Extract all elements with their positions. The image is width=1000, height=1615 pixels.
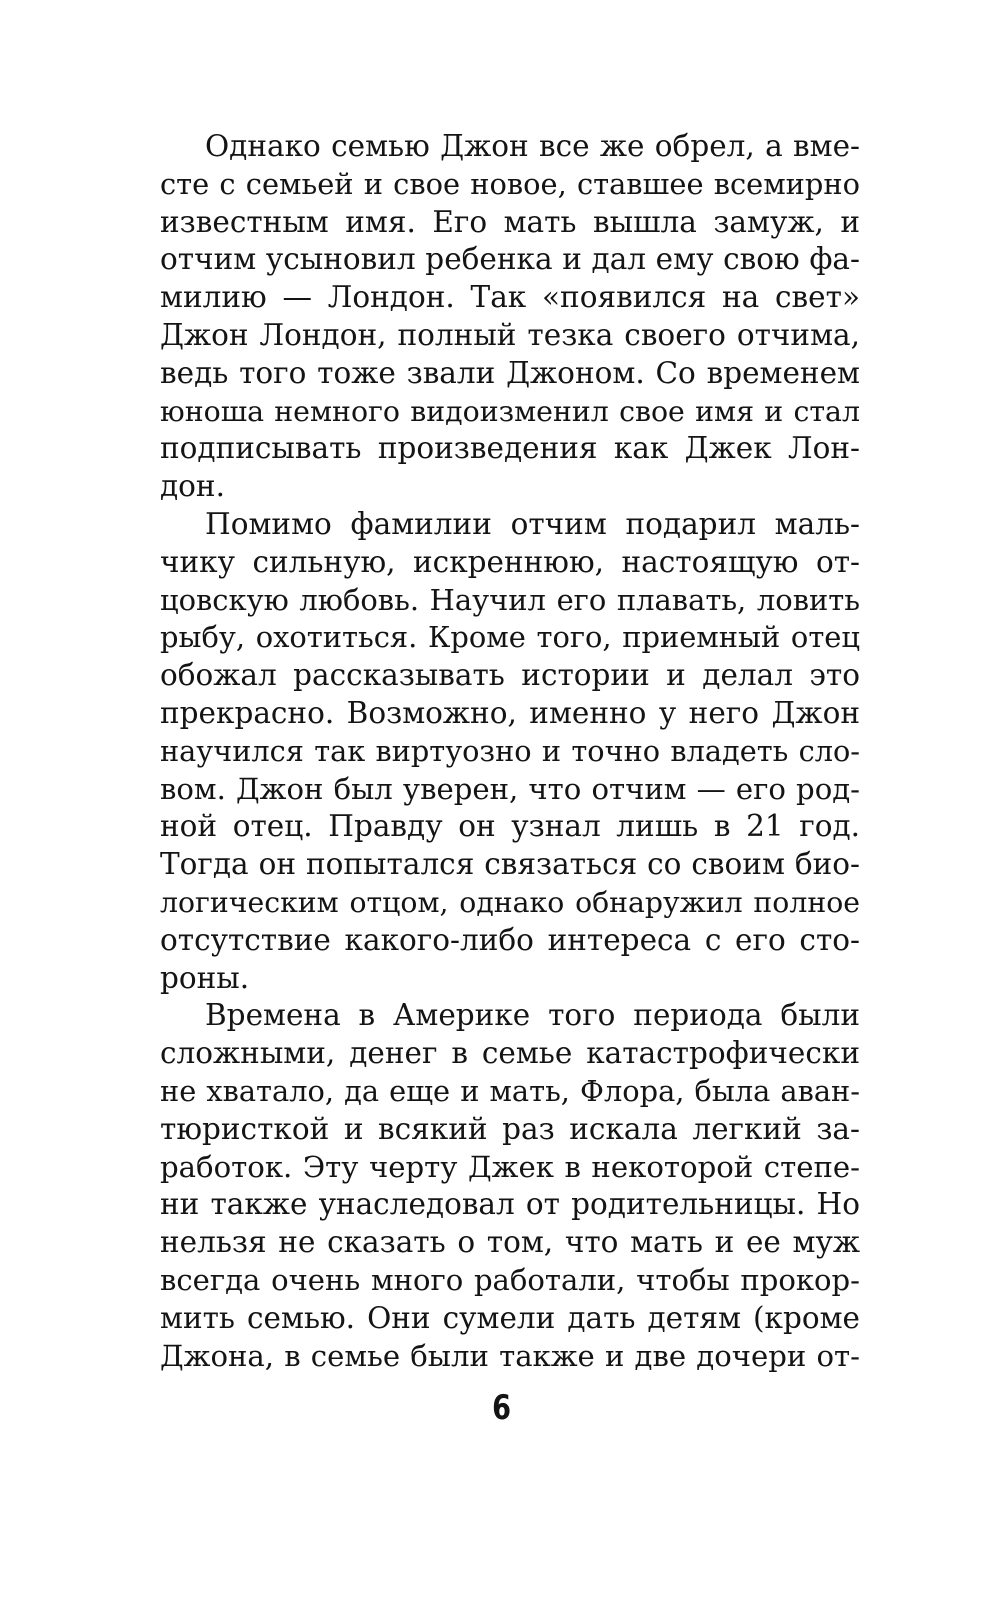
text-line: цовскую любовь. Научил его плавать, ловить: [160, 582, 860, 617]
text-line: ведь того тоже звали Джоном. Со временем: [160, 355, 860, 390]
text-line: известным имя. Его мать вышла замуж, и: [160, 204, 860, 239]
text-line: тюристкой и всякий раз искала легкий за-: [160, 1111, 860, 1146]
text-line: Джон Лондон, полный тезка своего отчима,: [160, 317, 860, 352]
text-line: чику сильную, искреннюю, настоящую от-: [160, 544, 860, 579]
text-line: Помимо фамилии отчим подарил маль-: [205, 506, 860, 541]
text-line: обожал рассказывать истории и делал это: [160, 658, 860, 693]
text-line: прекрасно. Возможно, именно у него Джон: [160, 695, 860, 730]
text-line: мить семью. Они сумели дать детям (кроме: [160, 1300, 860, 1335]
text-line: всегда очень много работали, чтобы прокор-: [160, 1262, 860, 1297]
text-line: отсутствие какого-либо интереса с его сто-: [160, 922, 860, 957]
text-line: юноша немного видоизменил свое имя и стал: [160, 394, 860, 428]
text-line: нельзя не сказать о том, что мать и ее муж: [160, 1225, 860, 1260]
text-line: дон.: [160, 469, 225, 504]
text-line: работок. Эту черту Джек в некоторой степе-: [160, 1149, 860, 1184]
text-line: ни также унаследовал от родительницы. Но: [160, 1187, 860, 1222]
text-line: отчим усыновил ребенка и дал ему свою фа-: [160, 242, 860, 277]
text-line: логическим отцом, однако обнаружил полное: [160, 885, 860, 919]
text-line: сложными, денег в семье катастрофически: [160, 1036, 860, 1071]
text-line: Тогда он попытался связаться со своим био-: [160, 847, 860, 882]
text-line: рыбу, охотиться. Кроме того, приемный отец: [160, 620, 860, 655]
text-line: научился так виртуозно и точно владеть сло-: [160, 733, 860, 768]
page-number: 6: [492, 1388, 512, 1428]
text-line: не хватало, да еще и мать, Флора, была аван-: [160, 1073, 860, 1108]
text-line: вом. Джон был уверен, что отчим — его род-: [160, 771, 860, 806]
text-line: роны.: [160, 960, 250, 995]
text-line: ной отец. Правду он узнал лишь в 21 год.: [160, 809, 860, 844]
body-text: [160, 128, 860, 1375]
text-line: Джона, в семье были также и две дочери от-: [160, 1338, 860, 1373]
text-line: сте с семьей и свое новое, ставшее всемирно: [160, 166, 860, 201]
text-line: милию — Лондон. Так «появился на свет»: [160, 280, 860, 315]
text-line: Времена в Америке того периода были: [205, 998, 860, 1033]
text-line: Однако семью Джон все же обрел, а вме-: [205, 129, 860, 163]
text-line: подписывать произведения как Джек Лон-: [160, 431, 860, 466]
